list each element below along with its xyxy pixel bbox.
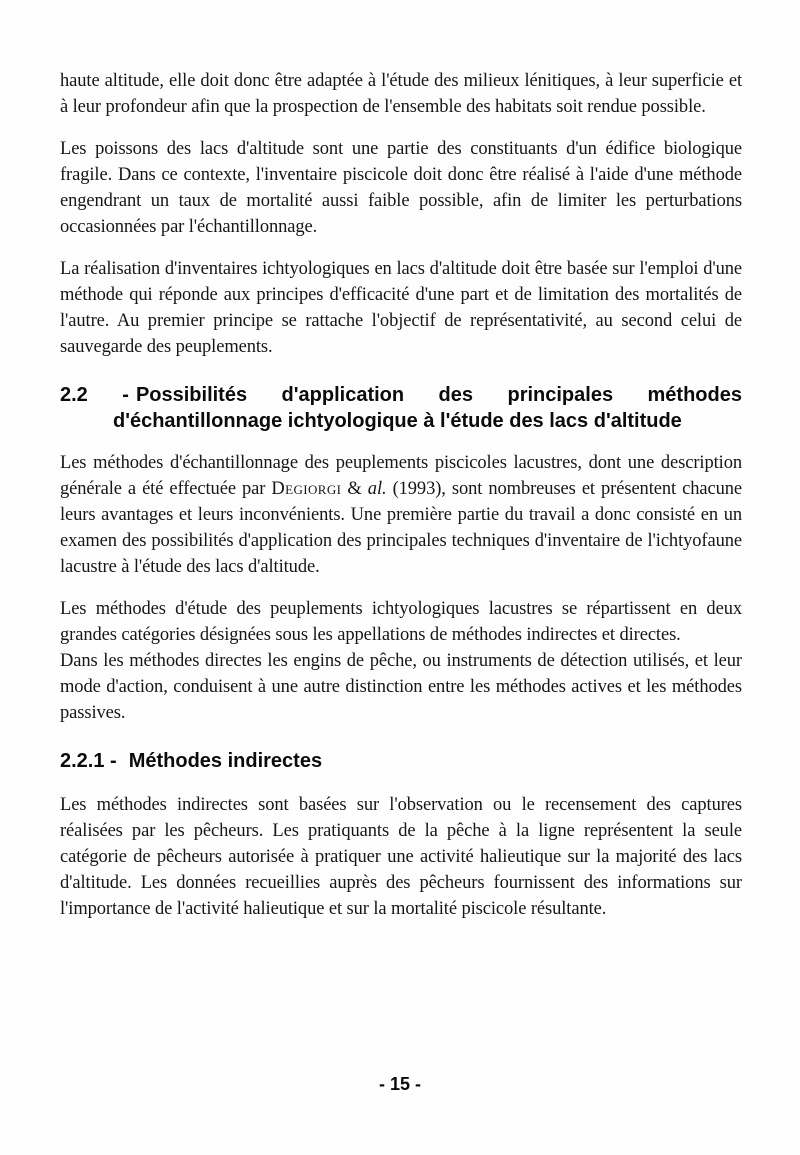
section-number: 2.2 - xyxy=(60,384,129,406)
paragraph-5a: Les méthodes d'étude des peuplements ichtyologiques lacustres se répartissent en deux grandes catégories désignées sous les appellations de méthodes indirectes et directes. xyxy=(60,599,742,645)
text-segment: Degiorgi xyxy=(271,479,342,499)
paragraph-4 xyxy=(60,450,742,580)
paragraph-1: haute altitude, elle doit donc être adaptée à l'étude des milieux lénitiques, à leur superficie et à leur profondeur afin que la prospection de l'ensemble des habitats soit rendue possible. xyxy=(60,71,742,117)
text-segment: Les méthodes d'échantillonnage des peuplements piscicoles lacustres, dont une description générale a été effectuée par xyxy=(60,453,742,499)
subsection-title: Méthodes indirectes xyxy=(128,750,323,772)
subsection-heading-2-2-1 xyxy=(60,748,742,774)
page-number: - 15 - xyxy=(378,1074,421,1094)
paragraph-3: La réalisation d'inventaires ichtyologiques en lacs d'altitude doit être basée sur l'emploi d'une méthode qui réponde aux principes d'efficacité d'une part et de limitation des mortalités de l'autre. Au premier principe se rattache l'objectif de représentativité, au second celui de sauvegarde des peuplements. xyxy=(60,259,742,357)
paragraph-2: Les poissons des lacs d'altitude sont une partie des constituants d'un édifice biologique fragile. Dans ce contexte, l'inventaire piscicole doit donc être réalisé à l'aide d'une méthode engendrant un taux de mortalité aussi faible possible, afin de limiter les perturbations occasionnées par l'échantillonnage. xyxy=(60,139,742,237)
text-segment: (1993), sont nombreuses et présentent chacune leurs avantages et leurs inconvénients. Une première partie du travail a donc consisté en un examen des possibilités d'application des principales techniques d'inventaire de l'ichtyofaune lacustre à l'étude des lacs d'altitude. xyxy=(60,479,743,577)
text-segment: al. xyxy=(367,479,387,499)
subsection-number: 2.2.1 - xyxy=(60,750,117,772)
page-content xyxy=(60,68,742,938)
section-title: Possibilités d'application des principales méthodes d'échantillonnage ichtyologique à l'étude des lacs d'altitude xyxy=(113,384,742,432)
text-segment: & xyxy=(341,479,368,499)
section-heading-2-2 xyxy=(60,382,742,434)
paragraph-5b: Dans les méthodes directes les engins de pêche, ou instruments de détection utilisés, et leur mode d'action, conduisent à une autre distinction entre les méthodes actives et les méthodes passives. xyxy=(60,651,742,723)
paragraph-6: Les méthodes indirectes sont basées sur l'observation ou le recensement des captures réalisées par les pêcheurs. Les pratiquants de la pêche à la ligne représentent la seule catégorie de pêcheurs autorisée à pratiquer une activité halieutique sur la majorité des lacs d'altitude. Les données recueillies auprès des pêcheurs fournissent des informations sur l'importance de l'activité halieutique et sur la mortalité piscicole résultante. xyxy=(60,795,742,919)
